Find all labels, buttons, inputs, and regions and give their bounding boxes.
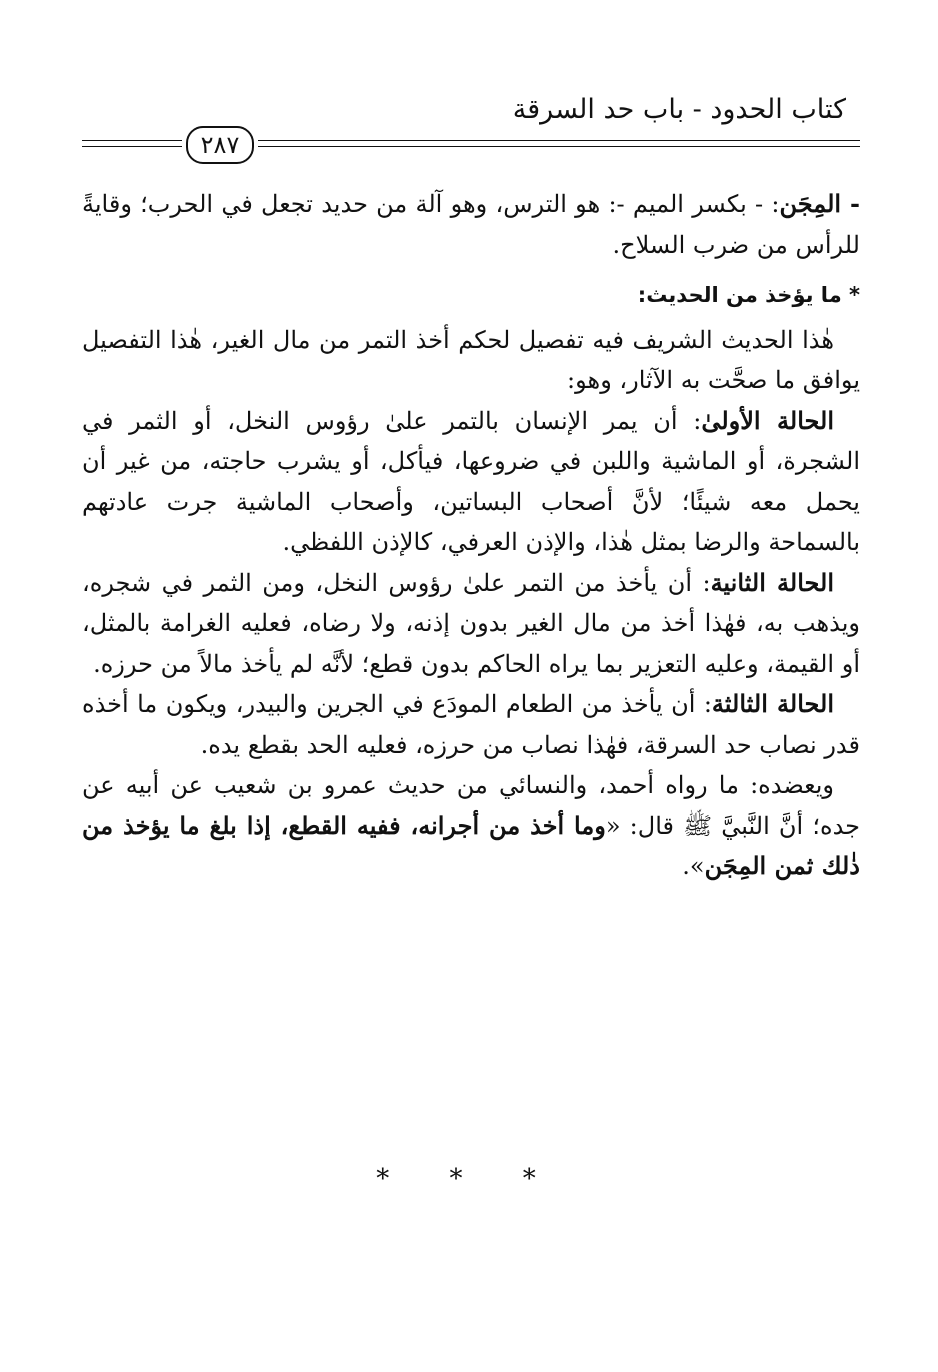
header-rule-right-bottom bbox=[258, 146, 860, 147]
section-title: ما يؤخذ من الحديث: bbox=[637, 283, 842, 307]
support-text: ويعضده: ما رواه أحمد، والنسائي من حديث عمرو بن شعيب عن أبيه عن جده؛ أنَّ النَّبيَّ ﷺ قال: « bbox=[82, 771, 861, 840]
case3-label: الحالة الثالثة bbox=[711, 689, 835, 718]
definition-term: - المِجَن bbox=[779, 189, 860, 218]
page-body bbox=[82, 184, 860, 887]
header-rule-left-bottom bbox=[82, 146, 182, 147]
page-number: ٢٨٧ bbox=[186, 126, 254, 164]
definition-text: : - بكسر الميم -: هو الترس، وهو آلة من حديد تجعل في الحرب؛ وقايةً للرأس من ضرب السلاح. bbox=[82, 190, 860, 259]
definition-paragraph bbox=[82, 184, 860, 265]
case1-label: الحالة الأولىٰ bbox=[701, 405, 834, 435]
header-rule-right-top bbox=[258, 140, 860, 141]
case2-text: : أن يأخذ من التمر علىٰ رؤوس النخل، ومن الثمر في شجره، ويذهب به، فهٰذا أخذ من مال الغير بدون إذنه، ولا رضاه، فعليه الغرامة بالمثل، أو القيمة، وعليه التعزير بما يراه الحاكم بدون قطع؛ لأنَّه لم يأخذ مالاً من حرزه. bbox=[82, 568, 860, 678]
intro-paragraph: هٰذا الحديث الشريف فيه تفصيل لحكم أخذ التمر من مال الغير، هٰذا التفصيل يوافق ما صحَّت به الآثار، وهو: bbox=[82, 325, 860, 394]
section-marker: * bbox=[849, 283, 860, 307]
header-rule-left-top bbox=[82, 140, 182, 141]
case3-paragraph bbox=[82, 684, 860, 765]
section-heading bbox=[82, 275, 860, 316]
running-header-title: كتاب الحدود - باب حد السرقة bbox=[512, 94, 846, 125]
support-paragraph bbox=[82, 765, 860, 887]
case2-label: الحالة الثانية bbox=[710, 567, 834, 597]
case3-text: : أن يأخذ من الطعام المودَع في الجرين والبيدر، ويكون ما أخذه قدر نصاب حد السرقة، فهٰذا نصاب من حرزه، فعليه الحد بقطع يده. bbox=[82, 690, 860, 759]
case1-paragraph bbox=[82, 401, 860, 563]
case2-paragraph bbox=[82, 563, 860, 685]
end-of-section-stars: * * * bbox=[376, 1164, 562, 1194]
support-close: ». bbox=[682, 852, 705, 880]
hadith-quote: وما أخذ من أجرانه، ففيه القطع، إذا بلغ ما يؤخذ من ذٰلك ثمن المِجَن bbox=[82, 810, 860, 880]
case1-text: : أن يمر الإنسان بالتمر علىٰ رؤوس النخل، أو الثمر في الشجرة، أو الماشية واللبن في ضروعها، فيأكل، أو يشرب حاجته، من غير أن يحمل معه شيئًا؛ لأنَّ أصحاب البساتين، وأصحاب الماشية جرت عادتهم بالسماحة والرضا بمثل هٰذا، والإذن العرفي، كالإذن اللفظي. bbox=[82, 406, 860, 556]
